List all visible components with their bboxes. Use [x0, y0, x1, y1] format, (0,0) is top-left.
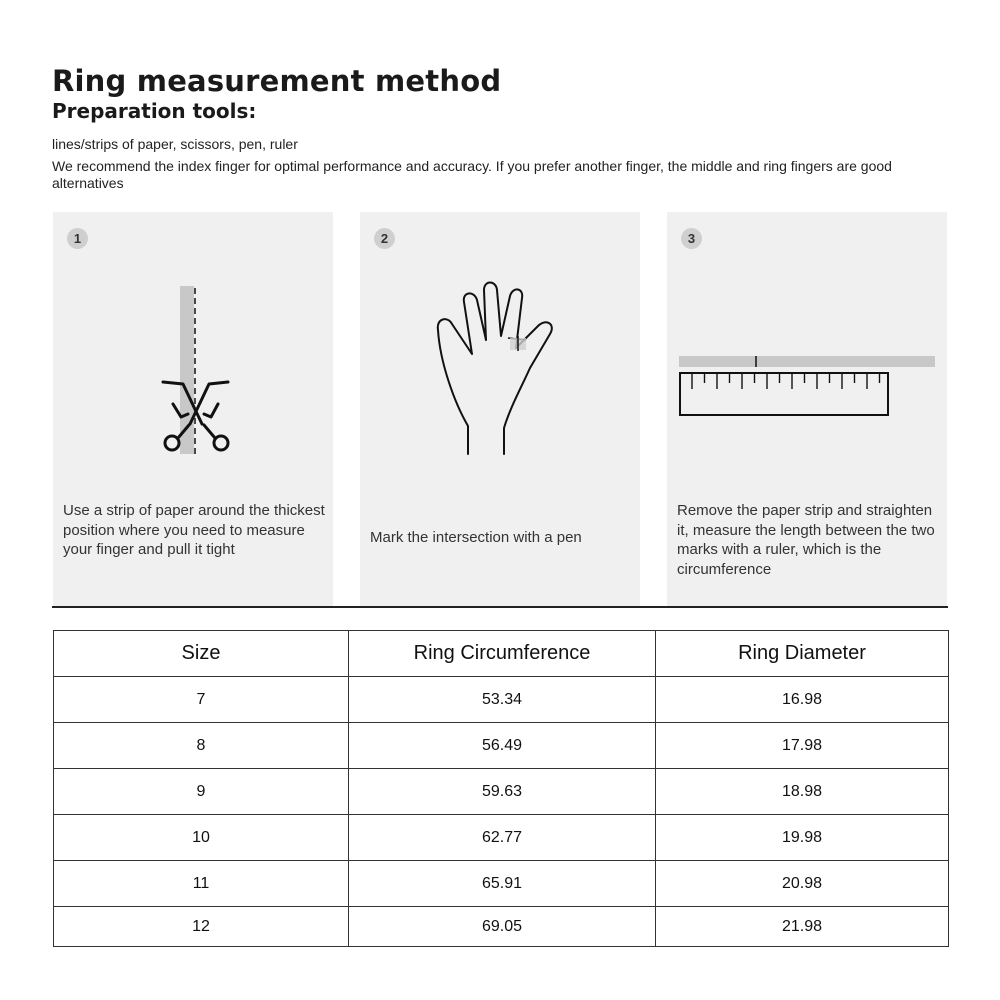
step-2-caption: Mark the intersection with a pen	[370, 529, 582, 546]
hand-marked-finger-icon	[360, 212, 640, 512]
step-2-panel	[360, 212, 640, 606]
header-circumference: Ring Circumference	[349, 631, 656, 677]
step-3-badge: 3	[681, 228, 702, 249]
circumference-cell: 65.91	[349, 861, 656, 907]
table-row	[54, 677, 949, 723]
circumference-cell: 59.63	[349, 769, 656, 815]
table-row	[54, 769, 949, 815]
table-row	[54, 907, 949, 947]
table-row	[54, 815, 949, 861]
size-cell: 8	[54, 723, 349, 769]
diameter-cell: 21.98	[656, 907, 949, 947]
finger-recommendation: We recommend the index finger for optimal performance and accuracy. If you prefer another finger, the middle and ring fingers are good alternatives	[52, 158, 892, 191]
section-divider	[52, 606, 948, 608]
size-cell: 9	[54, 769, 349, 815]
size-cell: 10	[54, 815, 349, 861]
step-2-badge: 2	[374, 228, 395, 249]
preparation-heading: Preparation tools:	[52, 99, 257, 123]
size-cell: 12	[54, 907, 349, 947]
tools-list: lines/strips of paper, scissors, pen, ruler	[52, 136, 298, 152]
diameter-cell: 19.98	[656, 815, 949, 861]
step-3-panel	[667, 212, 947, 606]
diameter-cell: 17.98	[656, 723, 949, 769]
page-title: Ring measurement method	[52, 64, 502, 98]
circumference-cell: 69.05	[349, 907, 656, 947]
header-size: Size	[54, 631, 349, 677]
step-1-caption: Use a strip of paper around the thickest position where you need to measure your finger and pull it tight	[63, 502, 325, 558]
step-1-badge: 1	[67, 228, 88, 249]
table-row	[54, 861, 949, 907]
header-diameter: Ring Diameter	[656, 631, 949, 677]
size-chart-table	[53, 630, 949, 947]
circumference-cell: 56.49	[349, 723, 656, 769]
size-cell: 11	[54, 861, 349, 907]
circumference-cell: 62.77	[349, 815, 656, 861]
ruler-paper-strip-icon	[667, 212, 947, 512]
diameter-cell: 16.98	[656, 677, 949, 723]
size-cell: 7	[54, 677, 349, 723]
table-row	[54, 723, 949, 769]
circumference-cell: 53.34	[349, 677, 656, 723]
step-1-panel	[53, 212, 333, 606]
scissors-paper-strip-icon	[53, 212, 333, 512]
step-3-caption: Remove the paper strip and straighten it, measure the length between the two marks with a ruler, which is the circumference	[677, 502, 935, 578]
diameter-cell: 18.98	[656, 769, 949, 815]
diameter-cell: 20.98	[656, 861, 949, 907]
table-header-row	[54, 631, 949, 677]
